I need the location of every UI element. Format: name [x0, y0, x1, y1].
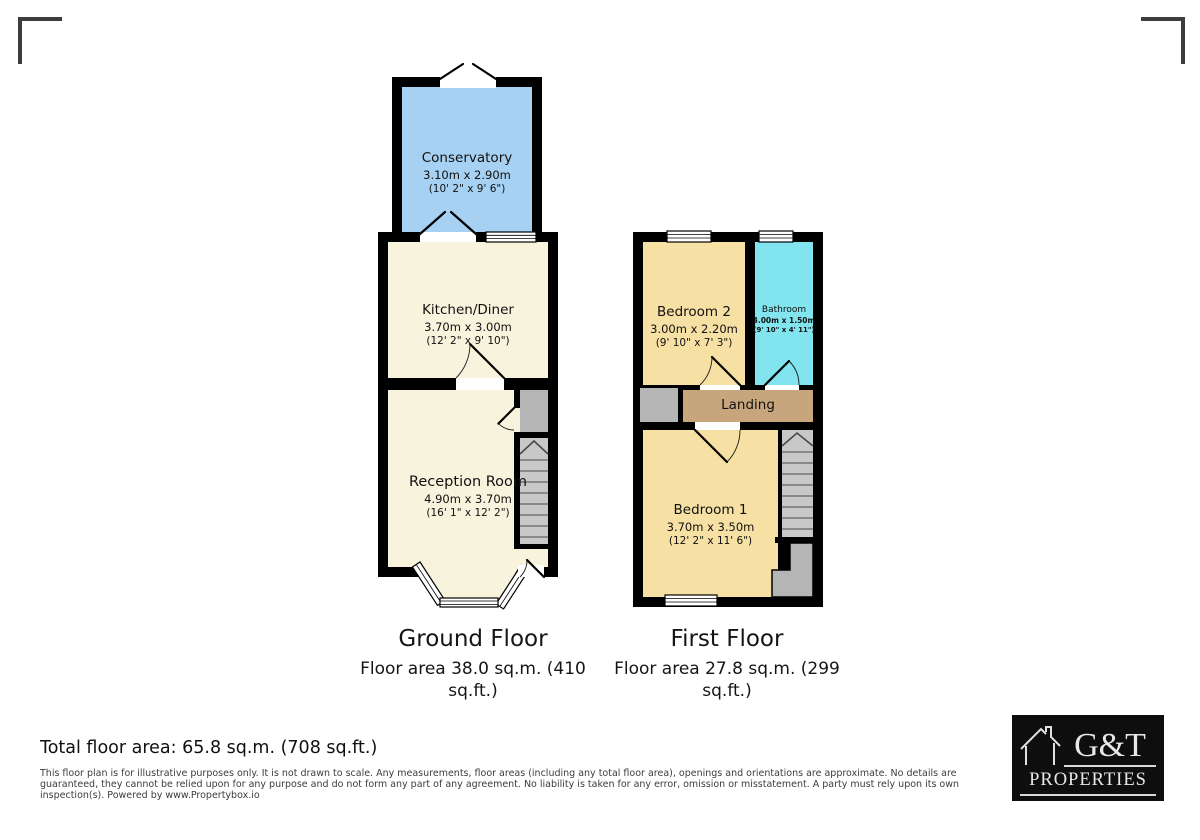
bedroom2-name: Bedroom 2: [657, 304, 731, 320]
bedroom1-window: [665, 595, 717, 606]
house-icon: [1018, 723, 1064, 767]
bedroom1-door-opening: [695, 422, 740, 430]
bathroom-metric: 3.00m x 1.50m: [752, 316, 816, 325]
bathroom-label: [750, 305, 818, 334]
conservatory-top-opening: [440, 75, 496, 88]
logo-top-row: [1012, 715, 1164, 767]
conservatory-metric: 3.10m x 2.90m: [423, 168, 511, 182]
bedroom1-imperial: (12' 2" x 11' 6"): [668, 535, 753, 547]
bathroom-window: [759, 231, 793, 242]
reception-room-imperial: (16' 1" x 12' 2"): [426, 507, 510, 519]
conservatory-label: [392, 150, 542, 195]
bathroom-door-opening: [765, 385, 799, 390]
bathroom-imperial: (9' 10" x 4' 11"): [753, 326, 815, 334]
first-floor-title: First Floor: [670, 626, 784, 652]
corner-mark-top-left: [18, 17, 62, 64]
conservatory-imperial: (10' 2" x 9' 6"): [428, 183, 506, 195]
disclaimer-text: This floor plan is for illustrative purposes only. It is not drawn to scale. Any measurements, floor areas (including any total floor area), openings and orientations are approximate. No details are guaranteed, they cannot be relied upon for any purpose and do not form any part of any agreement. No liability is taken for any error, omission or misstatement. A party must rely upon its own inspection(s). Powered by www.Propertybox.io: [40, 768, 960, 802]
bedroom1-metric: 3.70m x 3.50m: [666, 520, 755, 534]
bedroom2-imperial: (9' 10" x 7' 3"): [655, 337, 733, 349]
kitchen-door-opening: [456, 378, 504, 390]
stairs-bottom-wall: [514, 544, 548, 549]
bedroom2-window: [667, 231, 711, 242]
first-storage-block: [640, 388, 678, 422]
reception-room-metric: 4.90m x 3.70m: [424, 492, 512, 506]
ground-storage-block: [520, 390, 548, 432]
ground-floor-title: Ground Floor: [398, 626, 548, 652]
kitchen-diner-imperial: (12' 2" x 9' 10"): [426, 335, 510, 347]
conservatory-kitchen-opening: [420, 232, 476, 242]
staircase-first: [782, 430, 813, 537]
bathroom-name: Bathroom: [761, 305, 807, 315]
storage-bottom-wall: [514, 432, 548, 438]
storage-wall: [514, 390, 520, 408]
landing-name: Landing: [721, 397, 775, 413]
logo-gt-text: G&T: [1064, 730, 1156, 767]
reception-room-label: [378, 474, 558, 519]
kitchen-window: [486, 232, 536, 242]
kitchen-diner-metric: 3.70m x 3.00m: [424, 320, 512, 334]
first-floor-plan: [625, 225, 830, 610]
stairs-bottom-wall-first: [775, 537, 813, 543]
bay-window-center: [440, 598, 498, 607]
landing-label: [683, 397, 813, 413]
corner-mark-top-right: [1141, 17, 1185, 64]
first-floor-area: Floor area 27.8 sq.m. (299 sq.ft.): [614, 659, 840, 702]
kitchen-diner-label: [378, 302, 558, 347]
bedroom2-label: [640, 304, 748, 349]
logo-properties-text: PROPERTIES: [1020, 770, 1156, 796]
total-floor-area: Total floor area: 65.8 sq.m. (708 sq.ft.): [40, 738, 378, 758]
bedroom1-name: Bedroom 1: [673, 502, 748, 518]
bedroom2-metric: 3.00m x 2.20m: [650, 322, 738, 336]
bedroom1-label: [643, 502, 778, 547]
reception-room-name: Reception Room: [408, 474, 528, 490]
kitchen-diner-name: Kitchen/Diner: [422, 302, 514, 318]
conservatory-name: Conservatory: [421, 150, 513, 166]
bedroom2-door-opening: [700, 385, 740, 390]
agency-logo: [1012, 715, 1164, 801]
ground-floor-area: Floor area 38.0 sq.m. (410 sq.ft.): [360, 659, 586, 702]
